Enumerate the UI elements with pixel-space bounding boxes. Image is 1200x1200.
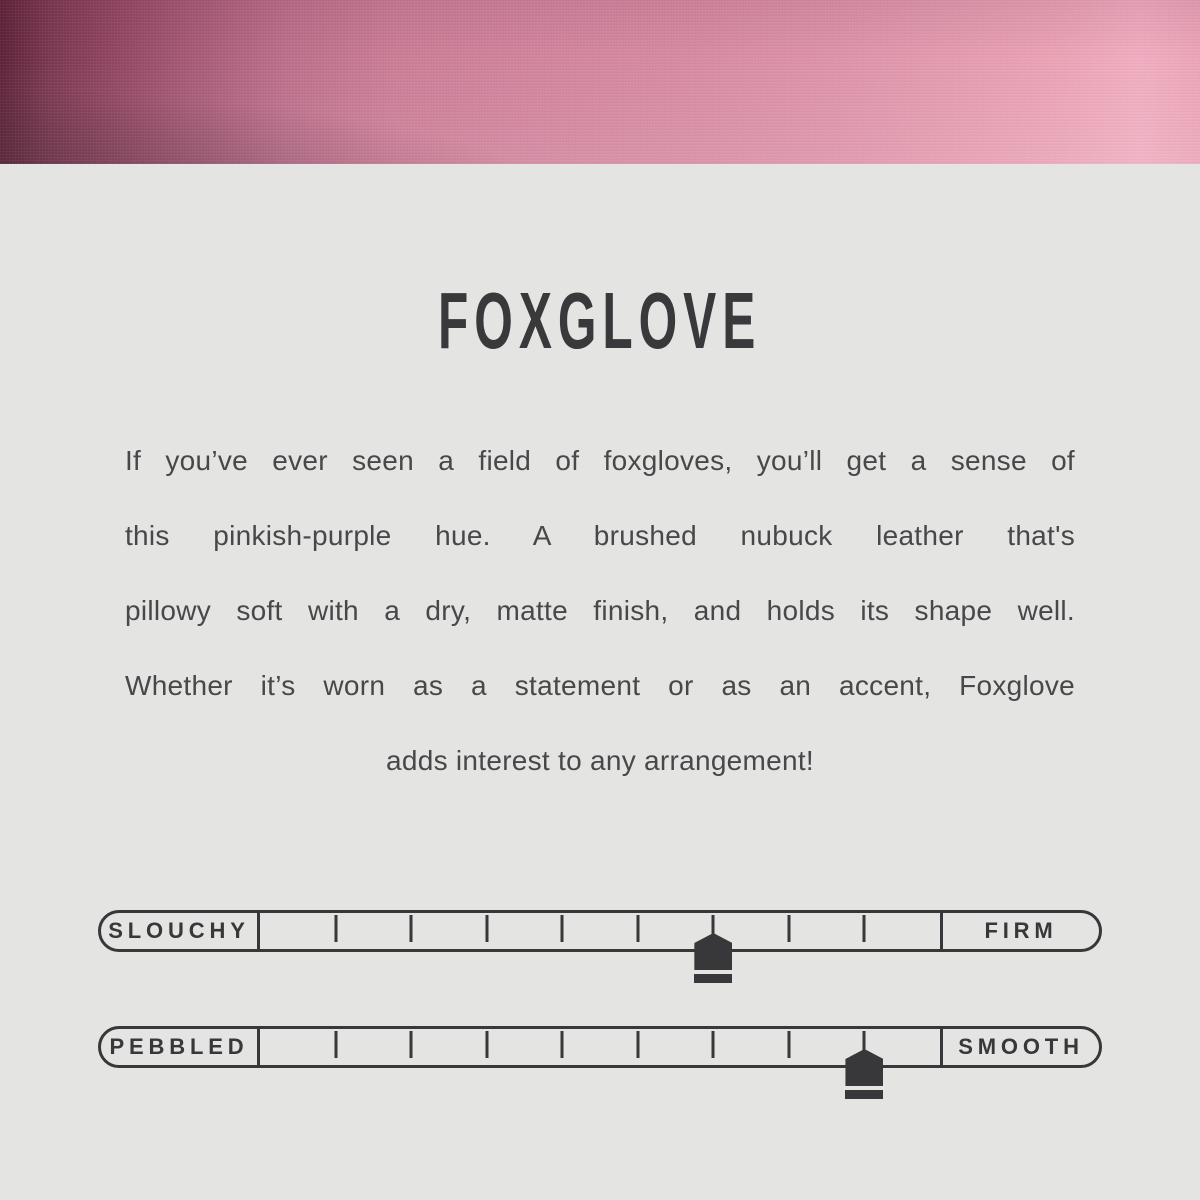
- marker-nib-icon: [845, 1049, 883, 1086]
- scale-tick: [334, 1031, 337, 1058]
- scale-tick: [410, 915, 413, 942]
- scale-right-label: FIRM: [984, 918, 1058, 943]
- scale-tick: [636, 915, 639, 942]
- description-paragraph: [125, 423, 1075, 798]
- scale-left-label: SLOUCHY: [108, 918, 250, 943]
- scale-tick: [636, 1031, 639, 1058]
- scale-left-label: PEBBLED: [109, 1034, 249, 1059]
- scale-marker: [845, 1049, 883, 1099]
- description-line: adds interest to any arrangement!: [386, 745, 814, 776]
- slouch-firm-scale: [98, 910, 1102, 952]
- scale-tick: [485, 1031, 488, 1058]
- scale-left-label-box: [101, 913, 260, 949]
- scale-right-label: SMOOTH: [958, 1034, 1084, 1059]
- scale-left-label-box: [101, 1029, 260, 1065]
- scale-right-label-box: [940, 1029, 1099, 1065]
- scale-tick: [712, 1031, 715, 1058]
- description-line: If you’ve ever seen a field of foxgloves, you’ll get a sense of: [125, 445, 1075, 476]
- scale-track: [260, 913, 940, 949]
- scale-track: [260, 1029, 940, 1065]
- description-line: this pinkish-purple hue. A brushed nubuck leather that's: [125, 520, 1075, 551]
- leather-swatch-image: [0, 0, 1200, 164]
- scale-tick: [863, 915, 866, 942]
- description-line: pillowy soft with a dry, matte finish, and holds its shape well.: [125, 595, 1075, 626]
- description-line: Whether it’s worn as a statement or as an accent, Foxglove: [125, 670, 1075, 701]
- scale-tick: [561, 1031, 564, 1058]
- scale-tick: [561, 915, 564, 942]
- scale-tick: [787, 1031, 790, 1058]
- scale-tick: [410, 1031, 413, 1058]
- marker-nib-icon: [694, 933, 732, 970]
- scale-marker: [694, 933, 732, 983]
- pebbled-smooth-scale: [98, 1026, 1102, 1068]
- scale-tick: [334, 915, 337, 942]
- scale-tick: [485, 915, 488, 942]
- marker-base-bar: [694, 974, 732, 983]
- page-title: [0, 276, 1200, 365]
- scale-tick: [787, 915, 790, 942]
- page-title-text: FOXGLOVE: [438, 276, 762, 365]
- marker-base-bar: [845, 1090, 883, 1099]
- scale-right-label-box: [940, 913, 1099, 949]
